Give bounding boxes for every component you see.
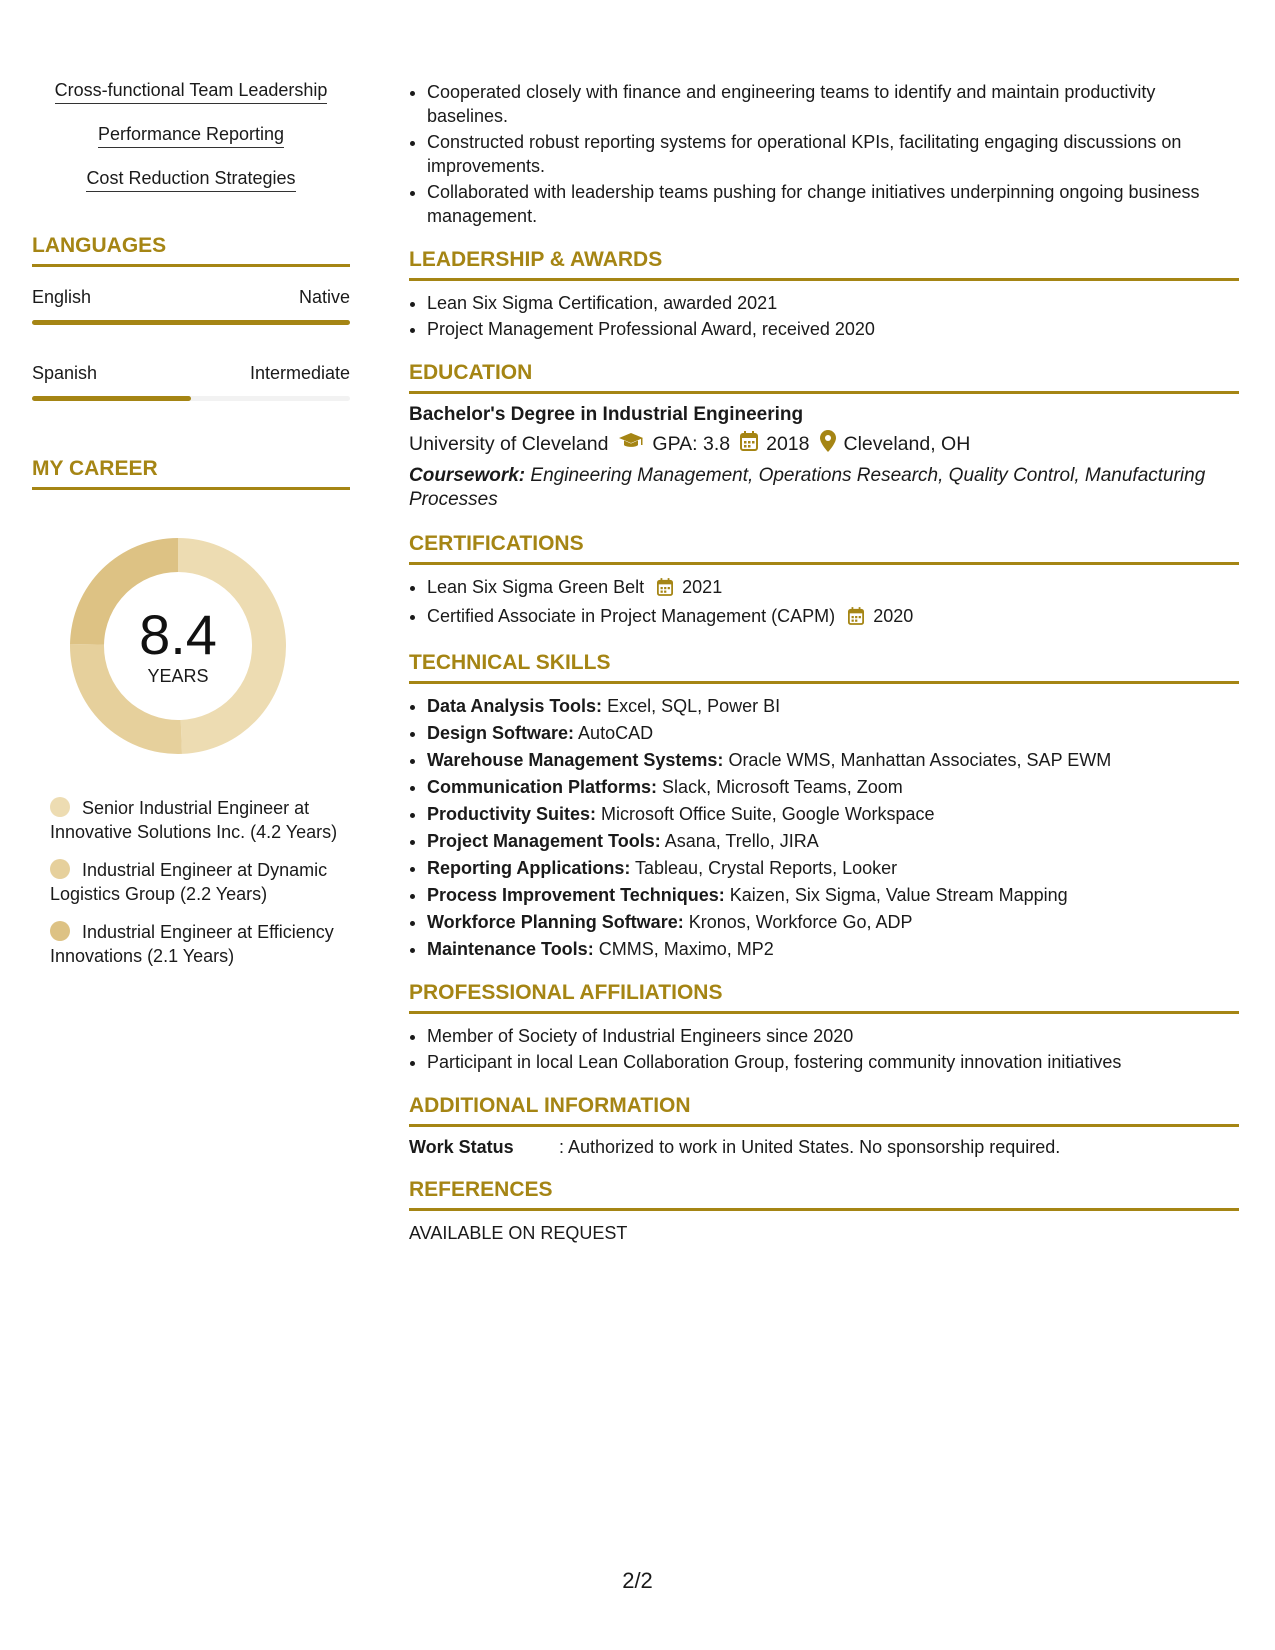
- coursework-text: Engineering Management, Operations Research, Quality Control, Manufacturing Processes: [409, 465, 1206, 510]
- legend-dot: [50, 859, 70, 879]
- list-item: • Data Analysis Tools: Excel, SQL, Power BI: [427, 694, 1239, 718]
- list-item: • Maintenance Tools: CMMS, Maximo, MP2: [427, 937, 1239, 961]
- language-bar: [32, 320, 350, 325]
- references-text: AVAILABLE ON REQUEST: [409, 1223, 628, 1243]
- list-item: • Warehouse Management Systems: Oracle WMS, Manhattan Associates, SAP EWM: [427, 748, 1239, 772]
- language-level: Intermediate: [249, 363, 350, 383]
- languages-list: [32, 287, 350, 401]
- list-item: • Collaborated with leadership teams pushing for change initiatives underpinning ongoing business management.: [427, 180, 1239, 228]
- career-title: MY CAREER: [32, 457, 350, 490]
- additional-info-section: [409, 1094, 1239, 1158]
- legend-dot: [50, 797, 70, 817]
- list-item: • Process Improvement Techniques: Kaizen, Six Sigma, Value Stream Mapping: [427, 883, 1239, 907]
- coursework-label: Coursework:: [409, 465, 526, 486]
- skill-tags: [32, 80, 350, 192]
- list-item: • Lean Six Sigma Certification, awarded 2021: [427, 291, 1239, 315]
- skill-tag: Performance Reporting: [98, 124, 284, 148]
- list-item: • Constructed robust reporting systems for operational KPIs, facilitating engaging discussions on improvements.: [427, 130, 1239, 178]
- page-number: 2/2: [622, 1568, 653, 1593]
- technical-skills-title: TECHNICAL SKILLS: [409, 651, 1239, 684]
- language-row: [32, 363, 350, 384]
- language-row: [32, 287, 350, 308]
- technical-skills-section: [409, 651, 1239, 961]
- legend-dot: [50, 921, 70, 941]
- list-item: • Workforce Planning Software: Kronos, Workforce Go, ADP: [427, 910, 1239, 934]
- list-item: • Project Management Tools: Asana, Trello, JIRA: [427, 829, 1239, 853]
- certifications-title: CERTIFICATIONS: [409, 532, 1239, 565]
- graduation-year: 2018: [766, 432, 810, 455]
- education-section: [409, 361, 1239, 512]
- list-item: • Productivity Suites: Microsoft Office Suite, Google Workspace: [427, 802, 1239, 826]
- list-item: • Lean Six Sigma Green Belt 2021: [427, 575, 1239, 602]
- list-item: • Participant in local Lean Collaboration Group, fostering community innovation initiatives: [427, 1050, 1239, 1074]
- career-legend-item: Senior Industrial Engineer at Innovative Solutions Inc. (4.2 Years): [50, 798, 338, 842]
- education-details: [409, 430, 1239, 458]
- list-item: • Communication Platforms: Slack, Microsoft Teams, Zoom: [427, 775, 1239, 799]
- additional-info-title: ADDITIONAL INFORMATION: [409, 1094, 1239, 1127]
- work-status-label: Work Status: [409, 1137, 514, 1157]
- work-status-row: [409, 1137, 1239, 1158]
- school: University of Cleveland: [409, 432, 609, 455]
- language-level: Native: [298, 287, 350, 307]
- degree: Bachelor's Degree in Industrial Engineering: [409, 404, 804, 425]
- languages-title: LANGUAGES: [32, 234, 350, 267]
- list-item: • Member of Society of Industrial Engineers since 2020: [427, 1024, 1239, 1048]
- calendar-icon: [848, 607, 864, 631]
- work-status-value: : Authorized to work in United States. No sponsorship required.: [559, 1137, 1061, 1157]
- left-column: [32, 80, 350, 982]
- career-unit: YEARS: [147, 665, 209, 686]
- education-title: EDUCATION: [409, 361, 1239, 394]
- language-bar: [32, 396, 350, 401]
- affiliations-section: [409, 981, 1239, 1074]
- skill-tag: Cross-functional Team Leadership: [55, 80, 328, 104]
- list-item: • Reporting Applications: Tableau, Crystal Reports, Looker: [427, 856, 1239, 880]
- list-item: • Certified Associate in Project Management (CAPM) 2020: [427, 604, 1239, 631]
- career-legend-item: Industrial Engineer at Efficiency Innovations (2.1 Years): [50, 922, 334, 966]
- references-title: REFERENCES: [409, 1178, 1239, 1211]
- language-bar-fill: [32, 320, 350, 325]
- language-name: Spanish: [32, 363, 98, 383]
- language-name: English: [32, 287, 92, 307]
- career-donut: [66, 534, 290, 758]
- skill-tag: Cost Reduction Strategies: [86, 168, 295, 192]
- list-item: • Design Software: AutoCAD: [427, 721, 1239, 745]
- coursework: [409, 464, 1239, 512]
- awards-section: [409, 248, 1239, 341]
- right-column: [409, 80, 1239, 1245]
- certifications-section: [409, 532, 1239, 631]
- references-section: [409, 1178, 1239, 1245]
- graduation-cap-icon: [618, 432, 644, 456]
- location: Cleveland, OH: [843, 432, 971, 455]
- career-legend-item: Industrial Engineer at Dynamic Logistics Group (2.2 Years): [50, 860, 328, 904]
- list-item: • Project Management Professional Award, received 2020: [427, 317, 1239, 341]
- career-legend: [50, 796, 340, 968]
- language-bar-fill: [32, 396, 191, 401]
- list-item: • Cooperated closely with finance and engineering teams to identify and maintain productivity baselines.: [427, 80, 1239, 128]
- calendar-icon: [657, 578, 673, 602]
- calendar-icon: [740, 431, 758, 457]
- map-pin-icon: [820, 430, 836, 458]
- affiliations-title: PROFESSIONAL AFFILIATIONS: [409, 981, 1239, 1014]
- awards-title: LEADERSHIP & AWARDS: [409, 248, 1239, 281]
- gpa: GPA: 3.8: [652, 432, 731, 455]
- experience-bullets: [409, 80, 1239, 228]
- career-total: 8.4: [139, 602, 217, 666]
